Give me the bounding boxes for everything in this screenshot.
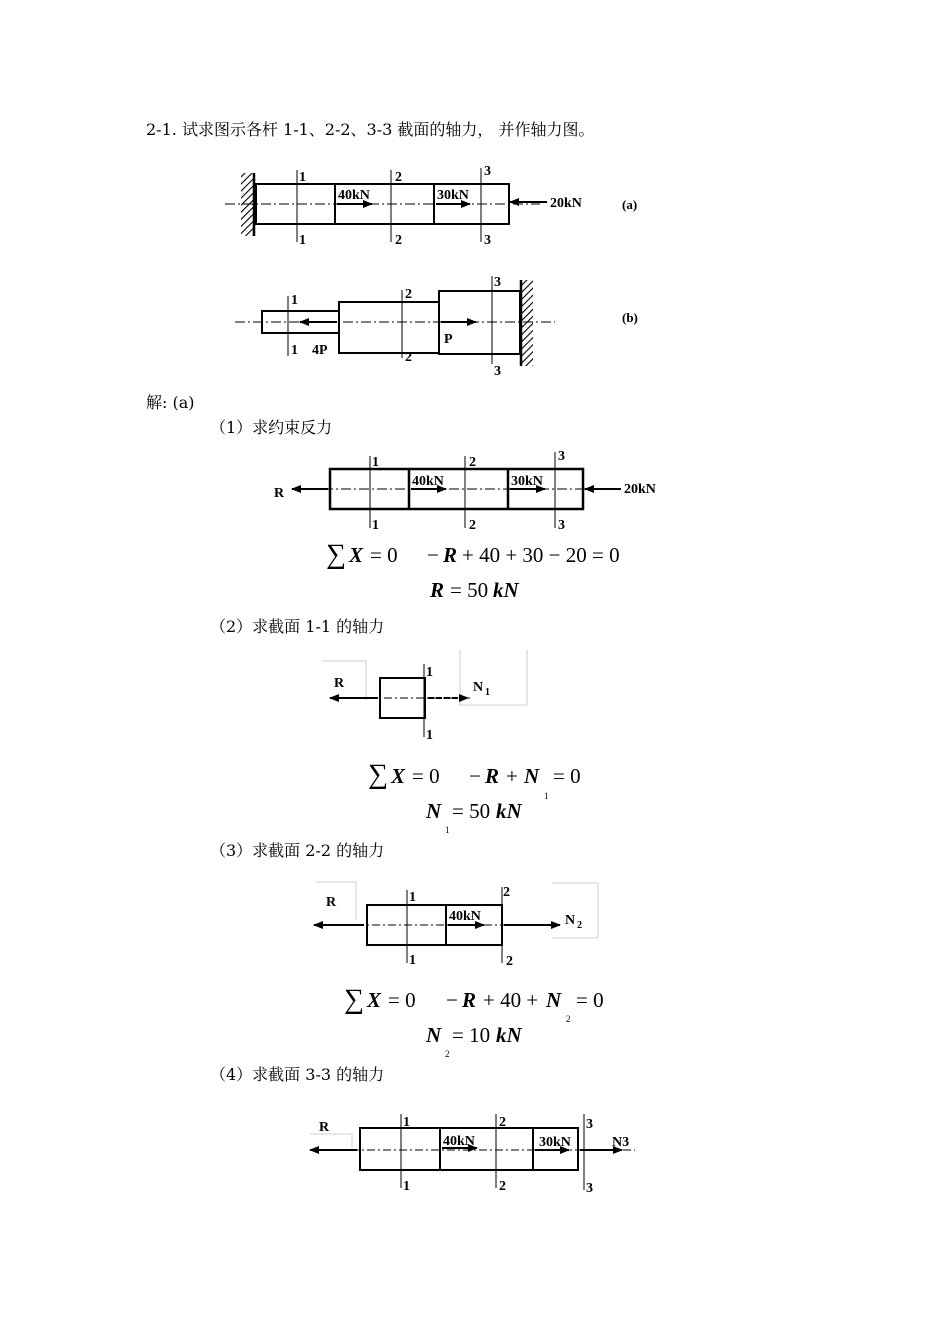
- problem-statement: 2-1. 试求图示各杆 1-1、2-2、3-3 截面的轴力， 并作轴力图。: [146, 120, 595, 139]
- diagram-step-1: [274, 449, 656, 533]
- reaction-label-step-4: R: [319, 1120, 330, 1135]
- diagram-step-2: [322, 650, 527, 743]
- sec-2-bot-step-1: 2: [469, 518, 476, 533]
- n3-label-step-4: N3: [612, 1135, 630, 1150]
- force-p-label-b: P: [444, 332, 453, 347]
- sec-label-2-bot-a: 2: [395, 233, 402, 248]
- eq3-r: R: [462, 988, 477, 1012]
- sec-3-top-step-1: 3: [558, 449, 565, 464]
- sec-label-2-top-a: 2: [395, 170, 402, 185]
- eq3-sub: 2: [566, 1014, 571, 1024]
- sec-1-top-step-2: 1: [426, 665, 433, 680]
- force-30-label-step-4: 30kN: [539, 1135, 571, 1150]
- eq1-x: X: [349, 543, 364, 567]
- equation-2-result: [425, 799, 523, 835]
- sec-1-top-step-1: 1: [372, 455, 379, 470]
- sec-label-1-top-b: 1: [291, 293, 298, 308]
- sec-label-3-bot-b: 3: [494, 364, 501, 379]
- eq1-minus: −: [427, 543, 439, 567]
- force-40-label-step-1: 40kN: [412, 474, 444, 489]
- force-20-label-step-1: 20kN: [624, 482, 656, 497]
- step-4: （4）求截面 3-3 的轴力: [210, 1065, 385, 1084]
- equation-3-result: [425, 1023, 523, 1059]
- sum-symbol-1: ∑: [326, 539, 346, 570]
- eq1b-eq: = 50: [450, 578, 489, 602]
- figure-a: [225, 164, 637, 248]
- eq3-mid: + 40 +: [483, 988, 539, 1012]
- eq1b-kn: kN: [493, 578, 519, 602]
- figure-label-b: (b): [622, 310, 638, 325]
- figure-label-a: (a): [622, 197, 638, 212]
- n1-label-step-2: N: [473, 680, 484, 695]
- sec-1-bot-step-2: 1: [426, 728, 433, 743]
- sec-2-bot-step-4: 2: [499, 1179, 506, 1194]
- n2-label-step-3: N: [565, 913, 576, 928]
- sum-symbol-3: ∑: [344, 984, 364, 1015]
- eq2-x: X: [391, 764, 406, 788]
- sec-label-2-top-b: 2: [405, 287, 412, 302]
- sec-1-top-step-3: 1: [409, 890, 416, 905]
- force-4p-label-b: 4P: [312, 343, 328, 358]
- reaction-label-step-2: R: [334, 676, 345, 691]
- diagram-step-4: [310, 1114, 635, 1196]
- sec-label-3-top-a: 3: [484, 164, 491, 179]
- sec-label-1-top-a: 1: [299, 170, 306, 185]
- n2-sub-step-3: 2: [577, 920, 582, 931]
- sec-3-bot-step-1: 3: [558, 518, 565, 533]
- eq2-minus: −: [469, 764, 481, 788]
- eq2-tail: = 0: [553, 764, 581, 788]
- n1-sub-step-2: 1: [485, 687, 490, 698]
- eq3-x: X: [367, 988, 382, 1012]
- eq2b-sub: 1: [445, 825, 450, 835]
- eq3-minus: −: [446, 988, 458, 1012]
- force-40-label-step-3: 40kN: [449, 909, 481, 924]
- equation-3: [344, 984, 604, 1024]
- force-40-label-step-4: 40kN: [443, 1134, 475, 1149]
- sec-label-2-bot-b: 2: [405, 350, 412, 365]
- equation-2: [368, 759, 581, 801]
- sec-1-bot-step-1: 1: [372, 518, 379, 533]
- step-2: （2）求截面 1-1 的轴力: [210, 617, 385, 636]
- eq2-r: R: [485, 764, 500, 788]
- sec-label-1-bot-b: 1: [291, 343, 298, 358]
- fixed-wall-b: [521, 280, 533, 366]
- sec-2-top-step-4: 2: [499, 1115, 506, 1130]
- eq2-zero: = 0: [412, 764, 440, 788]
- eq3-zero: = 0: [388, 988, 416, 1012]
- solution-label: 解: (a): [146, 393, 195, 412]
- eq3b-sub: 2: [445, 1049, 450, 1059]
- sum-symbol-2: ∑: [368, 759, 388, 790]
- eq2-sub: 1: [544, 791, 549, 801]
- eq3b-eq: = 10: [452, 1023, 491, 1047]
- eq2b-kn: kN: [496, 799, 522, 823]
- diagram-step-3: [314, 882, 598, 969]
- bar-b-middle: [339, 302, 439, 353]
- sec-2-top-step-3: 2: [503, 885, 510, 900]
- eq1-zero: = 0: [370, 543, 398, 567]
- equation-1: [326, 539, 620, 570]
- force-30-label-a: 30kN: [437, 188, 469, 203]
- sec-label-3-bot-a: 3: [484, 233, 491, 248]
- step-1: （1）求约束反力: [210, 418, 333, 437]
- sec-2-top-step-1: 2: [469, 455, 476, 470]
- sec-3-bot-step-4: 3: [586, 1181, 593, 1196]
- step-3: （3）求截面 2-2 的轴力: [210, 841, 385, 860]
- sec-1-bot-step-3: 1: [409, 953, 416, 968]
- eq1-tail: + 40 + 30 − 20 = 0: [462, 543, 620, 567]
- equation-1-result: [429, 578, 520, 602]
- eq2b-eq: = 50: [452, 799, 491, 823]
- force-30-label-step-1: 30kN: [511, 474, 543, 489]
- eq3-tail: = 0: [576, 988, 604, 1012]
- sec-label-3-top-b: 3: [494, 275, 501, 290]
- sec-1-bot-step-4: 1: [403, 1179, 410, 1194]
- figure-b: [235, 275, 638, 379]
- force-20-label-a: 20kN: [550, 196, 582, 211]
- sec-label-1-bot-a: 1: [299, 233, 306, 248]
- sec-1-top-step-4: 1: [403, 1115, 410, 1130]
- eq2-n: N: [524, 764, 540, 788]
- reaction-label-step-1: R: [274, 486, 285, 501]
- eq3-n: N: [546, 988, 562, 1012]
- eq3b-n: N: [426, 1023, 442, 1047]
- eq1-r: R: [443, 543, 458, 567]
- force-40-label-a: 40kN: [338, 188, 370, 203]
- eq3b-kn: kN: [496, 1023, 522, 1047]
- eq2-plus: +: [506, 764, 518, 788]
- sec-3-top-step-4: 3: [586, 1117, 593, 1132]
- eq1b-r: R: [430, 578, 445, 602]
- sec-2-bot-step-3: 2: [506, 954, 513, 969]
- reaction-label-step-3: R: [326, 895, 337, 910]
- eq2b-n: N: [426, 799, 442, 823]
